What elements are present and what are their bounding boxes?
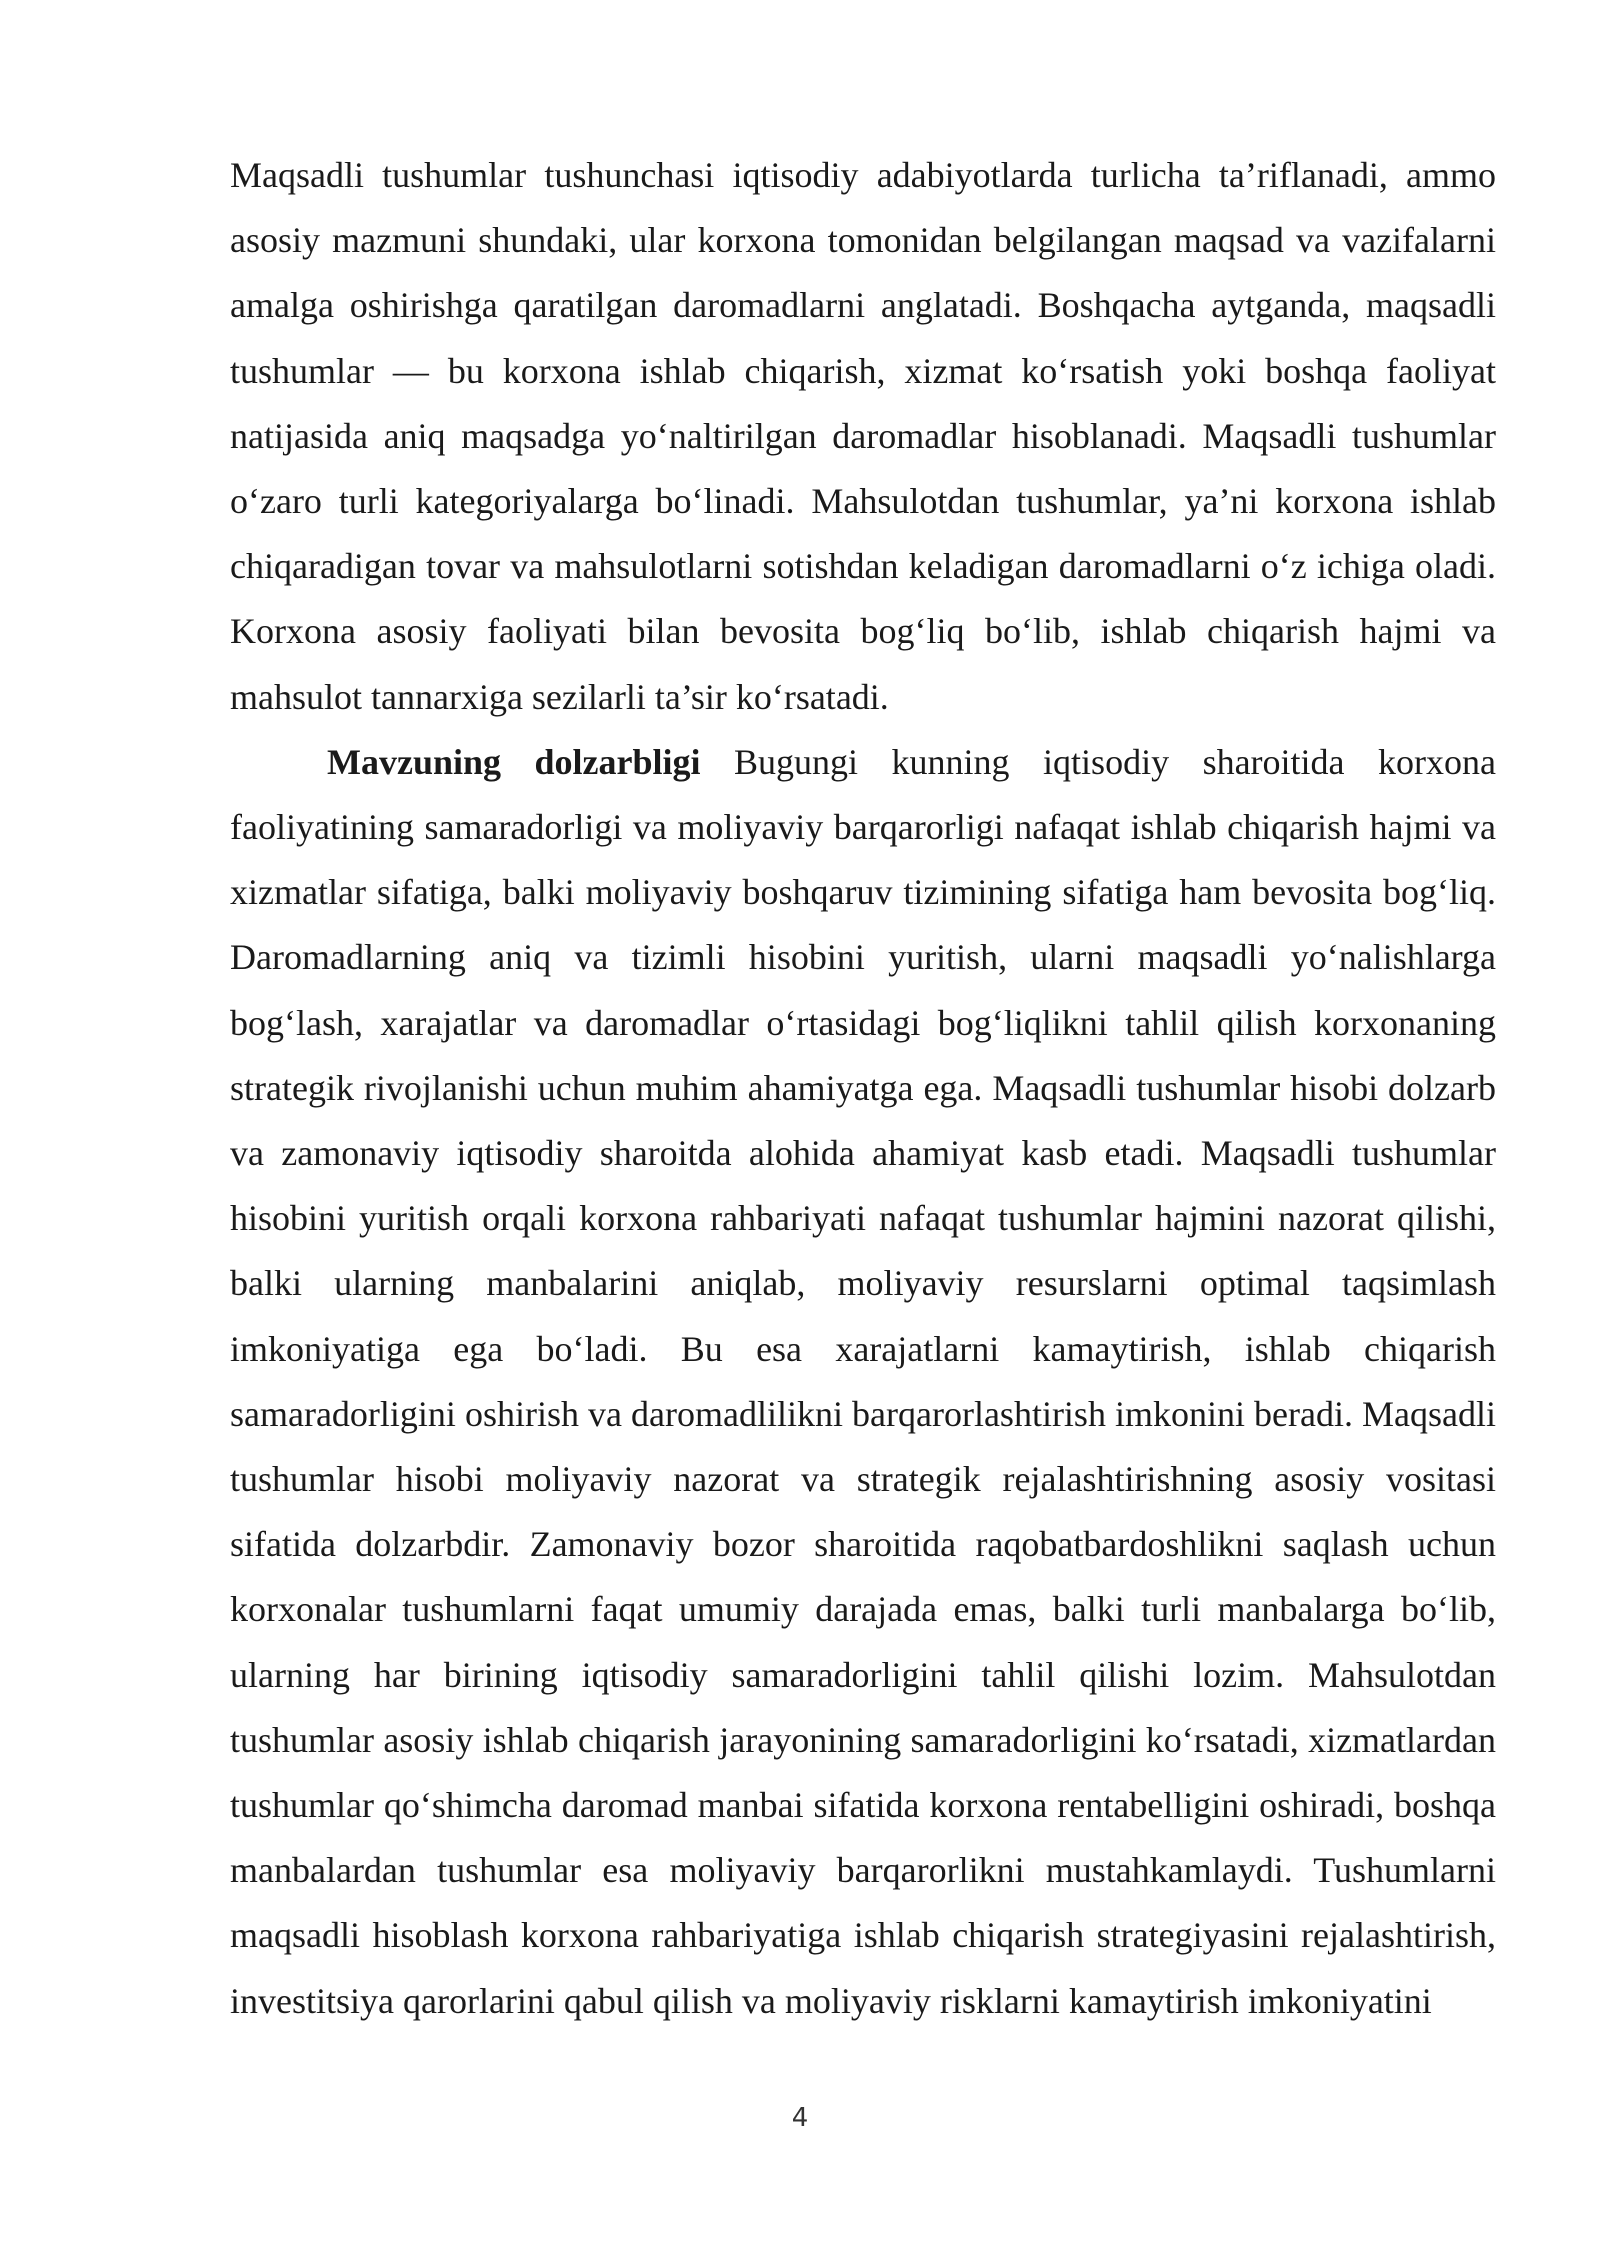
paragraph-definition: Maqsadli tushumlar tushunchasi iqtisodiy adabiyotlarda turlicha ta’riflanadi, ammo asosiy mazmuni shundaki, ular korxona tomonidan belgilangan maqsad va vazifalarni amalga oshirishga qaratilgan daromadlarni anglatadi. Boshqacha aytganda, maqsadli tushumlar — bu korxona ishlab chiqarish, xizmat ko‘rsatish yoki boshqa faoliyat natijasida aniq maqsadga yo‘naltirilgan daromadlar hisoblanadi. Maqsadli tushumlar o‘zaro turli kategoriyalarga bo‘linadi. Mahsulotdan tushumlar, ya’ni korxona ishlab chiqaradigan tovar va mahsulotlarni sotishdan keladigan daromadlarni o‘z ichiga oladi. Korxona asosiy faoliyati bilan bevosita bog‘liq bo‘lib, ishlab chiqarish hajmi va mahsulot tannarxiga sezilarli ta’sir ko‘rsatadi. (230, 155, 1496, 717)
section-heading-inline: Mavzuning dolzarbligi (327, 741, 701, 782)
paragraph-relevance-text: Bugungi kunning iqtisodiy sharoitida korxona faoliyatining samaradorligi va moliyaviy barqarorligi nafaqat ishlab chiqarish hajmi va xizmatlar sifatiga, balki moliyaviy boshqaruv tizimining sifatiga ham bevosita bog‘liq. Daromadlarning aniq va tizimli hisobini yuritish, ularni maqsadli yo‘nalishlarga bog‘lash, xarajatlar va daromadlar o‘rtasidagi bog‘liqlikni tahlil qilish korxonaning strategik rivojlanishi uchun muhim ahamiyatga ega. Maqsadli tushumlar hisobi dolzarb va zamonaviy iqtisodiy sharoitda alohida ahamiyat kasb etadi. Maqsadli tushumlar hisobini yuritish orqali korxona rahbariyati nafaqat tushumlar hajmini nazorat qilishi, balki ularning manbalarini aniqlab, moliyaviy resurslarni optimal taqsimlash imkoniyatiga ega bo‘ladi. Bu esa xarajatlarni kamaytirish, ishlab chiqarish samaradorligini oshirish va daromadlilikni barqarorlashtirish imkonini beradi. Maqsadli tushumlar hisobi moliyaviy nazorat va strategik rejalashtirishning asosiy vositasi sifatida dolzarbdir. Zamonaviy bozor sharoitida raqobatbardoshlikni saqlash uchun korxonalar tushumlarni faqat umumiy darajada emas, balki turli manbalarga bo‘lib, ularning har birining iqtisodiy samaradorligini tahlil qilishi lozim. Mahsulotdan tushumlar asosiy ishlab chiqarish jarayonining samaradorligini ko‘rsatadi, xizmatlardan tushumlar qo‘shimcha daromad manbai sifatida korxona rentabelligini oshiradi, boshqa manbalardan tushumlar esa moliyaviy barqarorlikni mustahkamlaydi. Tushumlarni maqsadli hisoblash korxona rahbariyatiga ishlab chiqarish strategiyasini rejalashtirish, investitsiya qarorlarini qabul qilish va moliyaviy risklarni kamaytirish imkoniyatini (230, 741, 1496, 2021)
body-text (230, 143, 1496, 2034)
page-number: 4 (791, 2103, 809, 2133)
paragraph-relevance (230, 730, 1496, 2034)
